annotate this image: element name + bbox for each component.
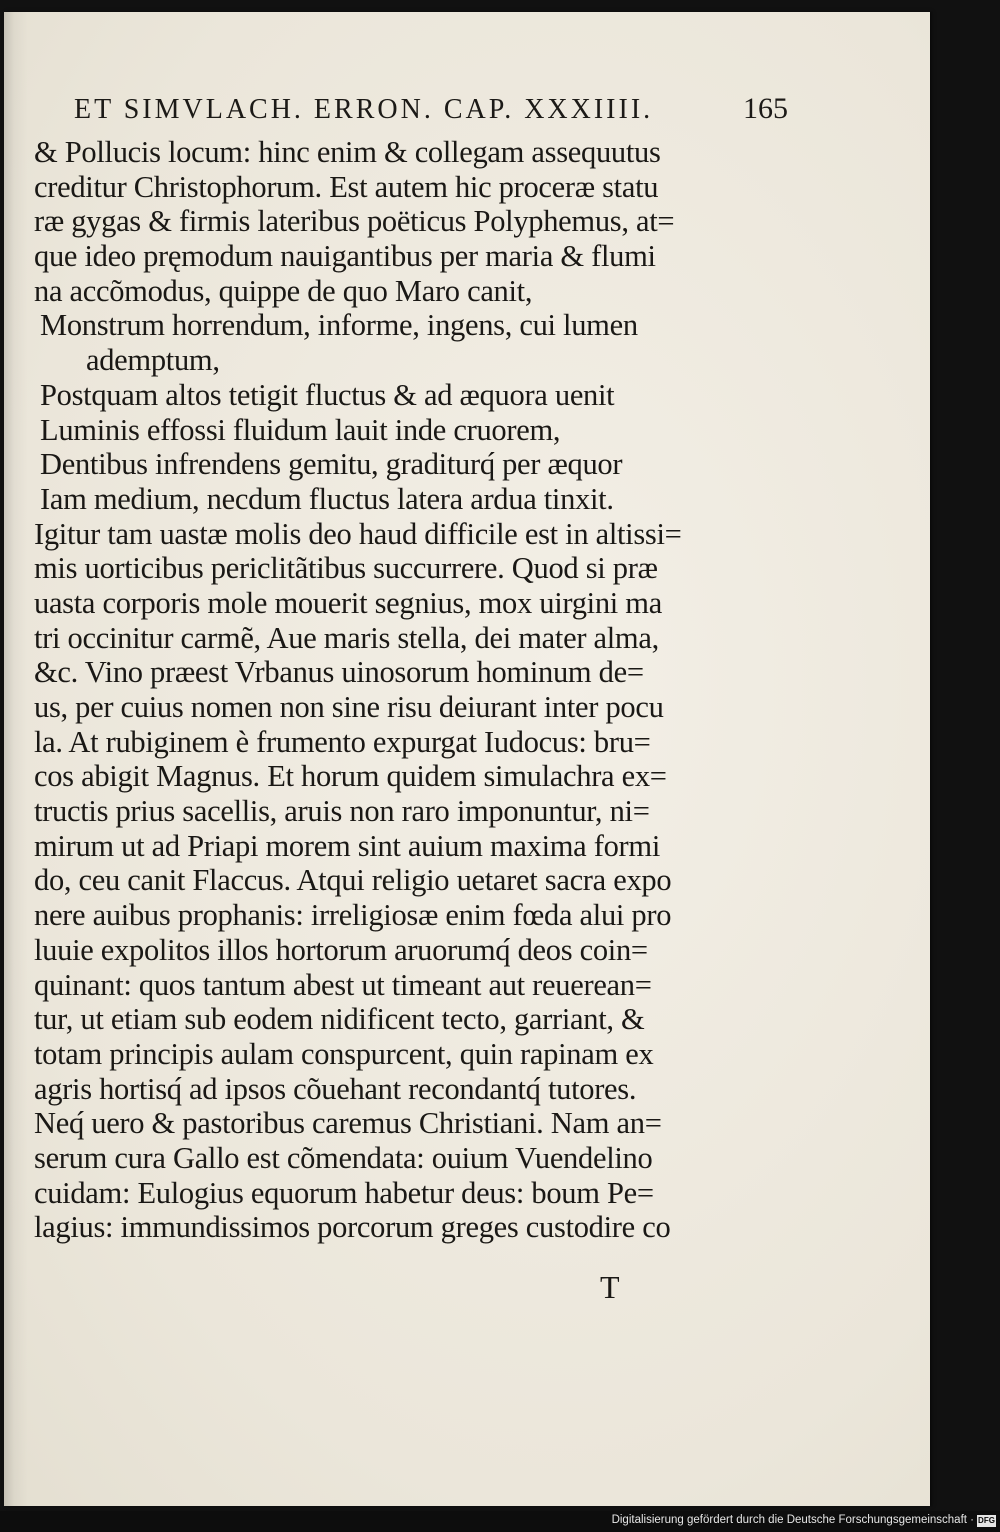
verse-line: Iam medium, necdum fluctus latera ardua tinxit.	[40, 481, 614, 516]
verse-line: Dentibus infrendens gemitu, graditurq́ per æquor	[40, 447, 623, 482]
text-line: tur, ut etiam sub eodem nidificent tecto, garriant, &	[34, 1002, 645, 1037]
text-line: lagius: immundissimos porcorum greges custodire co	[34, 1210, 671, 1245]
text-line: uasta corporis mole mouerit segnius, mox uirgini ma	[34, 585, 662, 620]
text-line: cuidam: Eulogius equorum habetur deus: boum Pe=	[34, 1175, 654, 1210]
text-line: us, per cuius nomen non sine risu deiurant inter pocu	[34, 690, 664, 724]
funding-credit: Digitalisierung gefördert durch die Deutsche Forschungsgemeinschaft ·	[611, 1514, 974, 1526]
text-line: tructis prius sacellis, aruis non raro imponuntur, ni=	[34, 794, 650, 829]
verse-line: Postquam altos tetigit fluctus & ad æquora uenit	[40, 377, 615, 412]
footer-bar	[0, 1511, 1000, 1532]
text-line: luuie expolitos illos hortorum aruorumq́ deos coin=	[34, 932, 648, 967]
text-line: &c. Vino præest Vrbanus uinosorum hominum de=	[34, 655, 644, 690]
body-text	[34, 135, 754, 1245]
text-line: Neq́ uero & pastoribus caremus Christiani. Nam an=	[34, 1106, 662, 1141]
text-line: serum cura Gallo est cõmendata: ouium Vuendelino	[34, 1140, 653, 1175]
text-line: totam principis aulam conspurcent, quin rapinam ex	[34, 1036, 654, 1071]
text-line: cos abigit Magnus. Et horum quidem simulachra ex=	[34, 759, 667, 794]
verse-line: ademptum,	[86, 343, 220, 378]
text-line: que ideo pręmodum nauigantibus per maria & flumi	[34, 239, 656, 274]
text-line: la. At rubiginem è frumento expurgat Iudocus: bru=	[34, 724, 651, 759]
dfg-logo-icon: DFG	[978, 1516, 995, 1525]
text-line: agris hortisq́ ad ipsos cõuehant recondantq́ tutores.	[34, 1071, 637, 1106]
catchword: T	[600, 1269, 620, 1305]
text-line: Igitur tam uastæ molis deo haud difficile est in altissi=	[34, 516, 682, 551]
text-line: mis uorticibus periclitãtibus succurrere. Quod si præ	[34, 551, 658, 586]
text-line: do, ceu canit Flaccus. Atqui religio uetaret sacra expo	[34, 863, 672, 898]
text-line: ræ gygas & firmis lateribus poëticus Polyphemus, at=	[34, 204, 675, 239]
book-page	[4, 12, 930, 1506]
running-head	[74, 92, 794, 136]
page-number: 165	[743, 92, 788, 125]
text-line: na accõmodus, quippe de quo Maro canit,	[34, 273, 533, 308]
text-line: quinant: quos tantum abest ut timeant aut reuerean=	[34, 967, 652, 1002]
text-line: & Pollucis locum: hinc enim & collegam assequutus	[34, 135, 661, 169]
verse-line: Luminis effossi fluidum lauit inde cruorem,	[40, 412, 561, 447]
verse-line: Monstrum horrendum, informe, ingens, cui lumen	[40, 308, 638, 343]
running-title: ET SIMVLACH. ERRON. CAP. XXXIIII.	[74, 94, 654, 125]
text-line: nere auibus prophanis: irreligiosæ enim fœda alui pro	[34, 898, 672, 933]
text-line: tri occinitur carmẽ, Aue maris stella, dei mater alma,	[34, 620, 659, 655]
text-line: mirum ut ad Priapi morem sint auium maxima formi	[34, 828, 660, 863]
text-line: creditur Christophorum. Est autem hic proceræ statu	[34, 169, 659, 204]
